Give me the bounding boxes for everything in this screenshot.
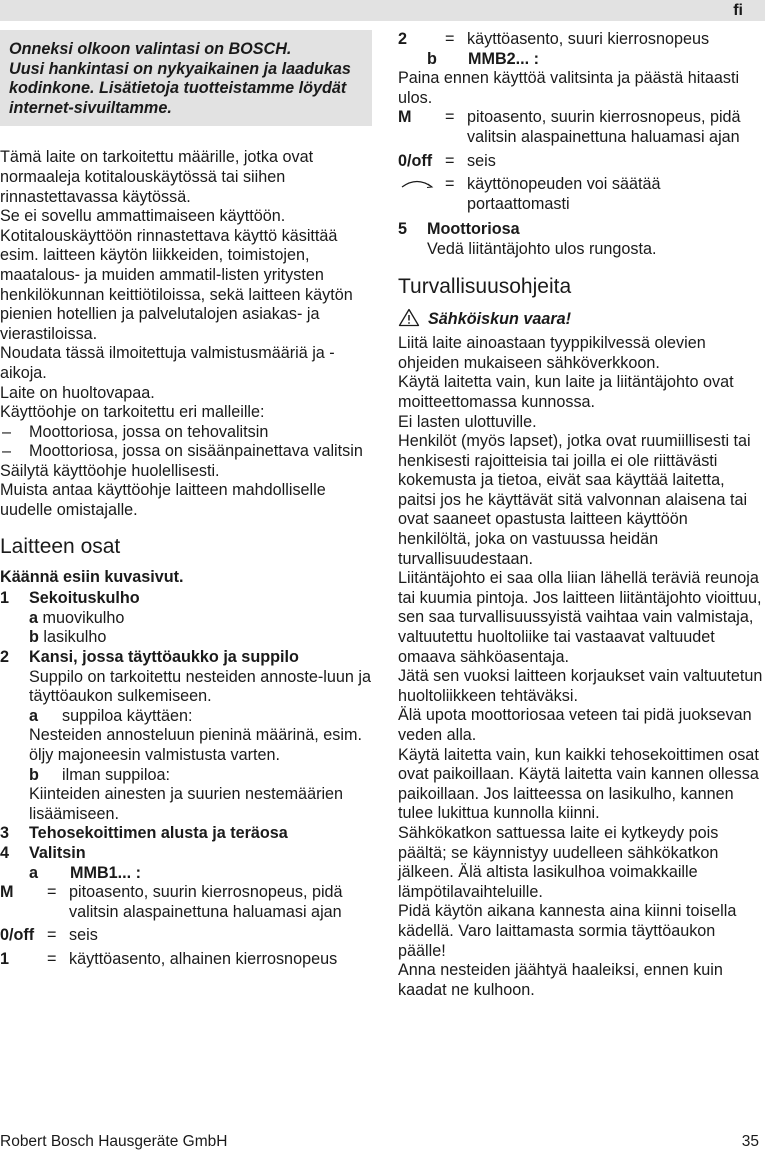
part-number: 1: [0, 589, 10, 608]
safety-paragraph: Henkilöt (myös lapset), jotka ovat ruumiillisesti tai henkisesti rajoitteisia tai joilla ei ole riittävästi kokemusta ja tietoa, eivät saa käyttää laitetta, paitsi jos he käyttävät sitä valvonnan alaisena tai ovat saaneet opastusta laitteen käyttöön henkilöltä, joka on vastuussa heidän turvallisuudestaan.: [398, 432, 751, 568]
outro-paragraph: Muista antaa käyttöohje laitteen mahdolliselle uudelle omistajalle.: [0, 481, 326, 520]
intro-paragraph: Se ei sovellu ammattimaiseen käyttöön. Kotitalouskäyttöön rinnastettava käyttö käsittää esim. laitteen käytön liikkeiden, toimistojen, maatalous- ja muiden ammatil-listen yritysten henkilökunnan keittiötiloissa, sekä laitteen käytön pienien hotellien ja palvelutalojen asiakas- ja vierastiloissa.: [0, 207, 353, 343]
speed-arc-icon: [398, 175, 445, 214]
intro-line: Uusi hankintasi on nykyaikainen ja laadukas kodinkone. Lisätietoja tuotteistamme löydät internet-sivuiltamme.: [9, 59, 351, 117]
part-3: [0, 824, 372, 844]
safety-paragraph: Pidä käytön aikana kannesta aina kiinni toisella kädellä. Varo laittamasta sormia täyttöaukon päälle!: [398, 902, 737, 960]
setting-row: 2 = käyttöasento, suuri kierrosnopeus: [398, 30, 710, 48]
part-title: Valitsin: [29, 843, 86, 862]
warning-line: [398, 308, 765, 333]
part-2b-desc: Kiinteiden ainesten ja suurien nestemäärien lisäämiseen.: [29, 785, 344, 823]
part-title: Sekoituskulho: [29, 589, 140, 608]
footer-company: Robert Bosch Hausgeräte GmbH: [0, 1133, 228, 1150]
model-text: Moottoriosa, jossa on sisäänpainettava valitsin: [29, 442, 363, 461]
warning-text: Sähköiskun vaara!: [428, 310, 572, 329]
safety-paragraph: Ei lasten ulottuville.: [398, 412, 537, 431]
setting-row: = käyttönopeuden voi säätää portaattomasti: [398, 175, 765, 214]
part-2a-desc: Nesteiden annosteluun pieninä määrinä, esim. öljy majoneesin valmistusta varten.: [29, 726, 362, 764]
intro-paragraph: Käyttöohje on tarkoitettu eri malleille:: [0, 403, 265, 422]
part-2b: b ilman suppiloa:: [29, 765, 170, 784]
safety-paragraph: Älä upota moottoriosaa veteen tai pidä juoksevan veden alla.: [398, 706, 752, 744]
safety-heading: Turvallisuusohjeita: [398, 274, 572, 298]
part-4b: b MMB2... :: [427, 49, 540, 68]
part-number: 5: [398, 220, 408, 239]
model-list-item: – Moottoriosa, jossa on tehovalitsin: [2, 422, 269, 441]
parts-subheading: Käännä esiin kuvasivut.: [0, 567, 184, 586]
part-4: [0, 844, 372, 864]
part-number: 2: [0, 648, 10, 667]
part-title: Kansi, jossa täyttöaukko ja suppilo: [29, 648, 299, 667]
right-column: [398, 30, 765, 1000]
setting-row: M = pitoasento, suurin kierrosnopeus, pidä valitsin alaspainettuna haluamasi ajan: [398, 108, 741, 146]
left-column: [0, 30, 372, 970]
mmb2-description: Paina ennen käyttöä valitsinta ja päästä hitaasti ulos.: [398, 69, 740, 107]
model-text: Moottoriosa, jossa on tehovalitsin: [29, 422, 269, 441]
safety-paragraph: Sähkökatkon sattuessa laite ei kytkeydy pois päältä; se käynnistyy uudelleen sähkökatkon jälkeen. Älä altista lasikulhoa voimakkaille lämpötilavaihteluille.: [398, 823, 719, 901]
intro-paragraph: Noudata tässä ilmoitettuja valmistusmääriä ja -aikoja.: [0, 344, 335, 382]
part-subitem: a muovikulho: [29, 608, 125, 627]
language-code: fi: [733, 2, 743, 19]
outro-paragraph: Säilytä käyttöohje huolellisesti.: [0, 461, 220, 480]
header-bar: [0, 0, 765, 21]
part-title: Moottoriosa: [427, 220, 520, 239]
model-list-item: – Moottoriosa, jossa on sisäänpainettava valitsin: [2, 442, 363, 461]
setting-row: 0/off = seis: [0, 926, 98, 945]
safety-paragraph: Liitä laite ainoastaan tyyppikilvessä olevien ohjeiden mukaiseen sähköverkkoon.: [398, 334, 706, 372]
safety-paragraph: Anna nesteiden jäähtyä haaleiksi, ennen kuin kaadat ne kulhoon.: [398, 961, 723, 999]
part-subitem: b lasikulho: [29, 628, 107, 647]
intro-paragraph: Tämä laite on tarkoitettu määrille, jotka ovat normaaleja kotitalouskäytössä tai siihen rinnastettavassa käytössä.: [0, 148, 314, 206]
part-5: [398, 220, 765, 259]
safety-paragraph: Käytä laitetta vain, kun laite ja liitäntäjohto ovat moitteettomassa kunnossa.: [398, 373, 734, 411]
intro-box: [0, 30, 372, 126]
part-number: 3: [0, 824, 10, 843]
part-number: 4: [0, 843, 10, 862]
setting-row: 1 = käyttöasento, alhainen kierrosnopeus: [0, 949, 338, 968]
warning-triangle-icon: [398, 308, 428, 333]
safety-paragraph: Liitäntäjohto ei saa olla liian lähellä teräviä reunoja tai kuumia pintoja. Jos laitteen liitäntäjohto vioittuu, sen saa turvallisuussyistä vaihtaa vain valmistaja, valtuutettu huoltoliike tai vastaavat valtuudet omaava sähköasentaja.: [398, 569, 762, 666]
page-number: 35: [741, 1133, 759, 1150]
intro-line: Onneksi olkoon valintasi on BOSCH.: [9, 40, 292, 58]
part-4a: a MMB1... :: [29, 863, 142, 882]
part-title: Tehosekoittimen alusta ja teräosa: [29, 824, 288, 843]
intro-paragraph: Laite on huoltovapaa.: [0, 383, 155, 402]
setting-row: M = pitoasento, suurin kierrosnopeus, pidä valitsin alaspainettuna haluamasi ajan: [0, 883, 343, 921]
part-description: Suppilo on tarkoitettu nesteiden annoste-luun ja täyttöaukon sulkemiseen.: [29, 667, 371, 706]
setting-row: 0/off = seis: [398, 151, 496, 170]
part-description: Vedä liitäntäjohto ulos rungosta.: [427, 239, 657, 258]
safety-paragraph: Jätä sen vuoksi laitteen korjaukset vain valtuutetun huoltoliikkeen tehtäväksi.: [398, 667, 763, 705]
part-2: [0, 648, 372, 707]
part-1: [0, 589, 372, 648]
part-2a: a suppiloa käyttäen:: [29, 706, 193, 725]
parts-heading: Laitteen osat: [0, 534, 121, 558]
safety-paragraph: Käytä laitetta vain, kun kaikki tehosekoittimen osat ovat paikoillaan. Käytä laitetta vain kannen ollessa paikoillaan. Jos laitteessa on lasikulho, kannen tulee lukittua kunnolla kiinni.: [398, 745, 759, 823]
